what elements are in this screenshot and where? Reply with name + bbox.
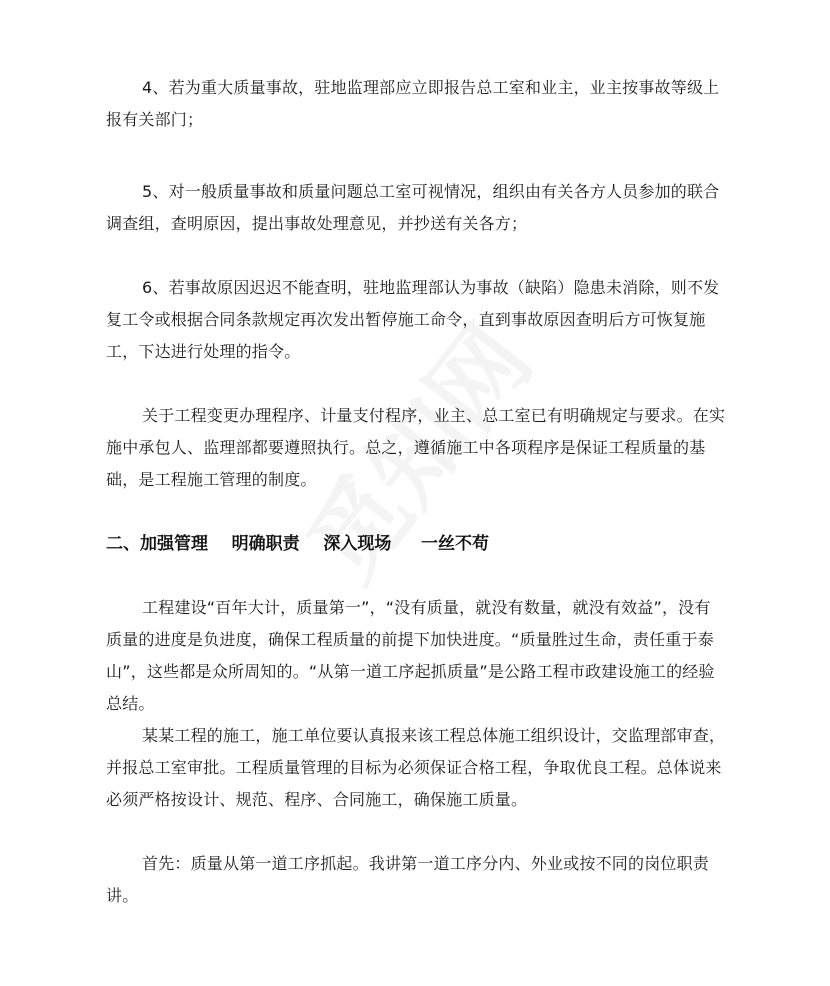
paragraph-construction: 某某工程的施工，施工单位要认真报来该工程总体施工组织设计，交监理部审查，并报总工室审批。工程质量管理的目标为必须保证合格工程，争取优良工程。总体说来必须严格按设计、规范、程序、合同施工，确保施工质量。 [106, 726, 726, 809]
paragraph-item-5: 5、对一般质量事故和质量问题总工室可视情况，组织由有关各方人员参加的联合调查组，查明原因，提出事故处理意见，并抄送有关各方； [106, 182, 720, 233]
paragraph-procedures: 关于工程变更办理程序、计量支付程序，业主、总工室已有明确规定与要求。在实施中承包人、监理部都要遵照执行。总之，遵循施工中各项程序是保证工程质量的基础，是工程施工管理的制度。 [106, 406, 726, 489]
section-heading: 二、加强管理 明确职责 深入现场 一丝不苟 [106, 534, 489, 554]
paragraph-first-step: 首先：质量从第一道工序抓起。我讲第一道工序分内、外业或按不同的岗位职责讲。 [106, 854, 710, 905]
paragraph-quality-first: 工程建设“百年大计，质量第一”，“没有质量，就没有数量，就没有效益”，没有质量的进度是负进度，确保工程质量的前提下加快进度。“质量胜过生命，责任重于泰山”，这些都是众所周知的。“从第一道工序起抓质量”是公路工程市政建设施工的经验总结。 [106, 598, 715, 713]
paragraph-item-6: 6、若事故原因迟迟不能查明，驻地监理部认为事故（缺陷）隐患未消除，则不发复工令或根据合同条款规定再次发出暂停施工命令，直到事故原因查明后方可恢复施工，下达进行处理的指令。 [106, 278, 720, 361]
paragraph-item-4: 4、若为重大质量事故，驻地监理部应立即报告总工室和业主，业主按事故等级上报有关部门； [106, 78, 720, 129]
